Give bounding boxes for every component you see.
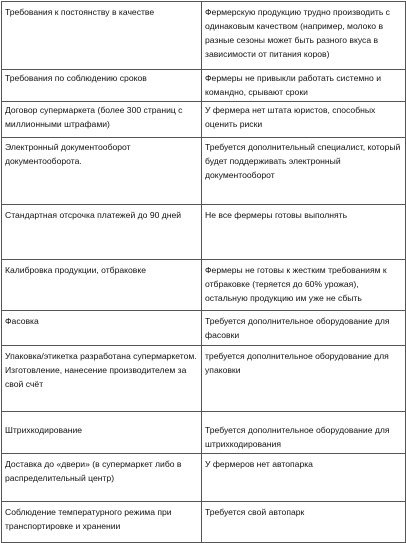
requirement-cell: Стандартная отсрочка платежей до 90 дней <box>2 205 202 260</box>
table-row <box>2 454 406 502</box>
farmer-issue-cell: Фермерскую продукцию трудно производить с одинаковым качеством (например, молоко в разные сезоны может быть разного вкуса в зависимости от питания коров) <box>202 2 406 70</box>
farmer-issue-cell: Требуется дополнительное оборудование для фасовки <box>202 311 406 346</box>
table-row <box>2 260 406 311</box>
farmer-issue-cell: Не все фермеры готовы выполнять <box>202 205 406 260</box>
requirement-cell: Упаковка/этикетка разработана супермаркетом. Изготовление, нанесение производителем за свой счёт <box>2 346 202 412</box>
farmer-issue-cell: У фермера нет штата юристов, способных оценить риски <box>202 102 406 138</box>
requirement-cell: Требования к постоянству в качестве <box>2 2 202 70</box>
table-row <box>2 138 406 205</box>
requirements-table <box>1 1 406 543</box>
table-row <box>2 412 406 454</box>
farmer-issue-cell: Требуется свой автопарк <box>202 502 406 543</box>
requirement-cell: Фасовка <box>2 311 202 346</box>
requirement-cell: Штрихкодирование <box>2 412 202 454</box>
table-row <box>2 311 406 346</box>
farmer-issue-cell: Требуется дополнительный специалист, который будет поддерживать электронный документооборот <box>202 138 406 205</box>
requirement-cell: Калибровка продукции, отбраковке <box>2 260 202 311</box>
requirements-table-body <box>2 2 406 543</box>
requirement-cell: Требования по соблюдению сроков <box>2 70 202 102</box>
farmer-issue-cell: Фермеры не привыкли работать системно и командно, срывают сроки <box>202 70 406 102</box>
farmer-issue-cell: Фермеры не готовы к жестким требованиям к отбраковке (теряется до 60% урожая), остальную продукцию им уже не сбыть <box>202 260 406 311</box>
requirement-cell: Договор супермаркета (более 300 страниц с миллионными штрафами) <box>2 102 202 138</box>
table-row <box>2 205 406 260</box>
farmer-issue-cell: Требуется дополнительное оборудование для штрихкодирования <box>202 412 406 454</box>
table-row <box>2 502 406 543</box>
farmer-issue-cell: У фермеров нет автопарка <box>202 454 406 502</box>
table-row <box>2 102 406 138</box>
table-row <box>2 2 406 70</box>
farmer-issue-cell: требуется дополнительное оборудование для упаковки <box>202 346 406 412</box>
table-row <box>2 70 406 102</box>
requirement-cell: Доставка до «двери» (в супермаркет либо в распределительный центр) <box>2 454 202 502</box>
requirement-cell: Электронный документооборот документооборота. <box>2 138 202 205</box>
table-row <box>2 346 406 412</box>
requirement-cell: Соблюдение температурного режима при транспортировке и хранении <box>2 502 202 543</box>
